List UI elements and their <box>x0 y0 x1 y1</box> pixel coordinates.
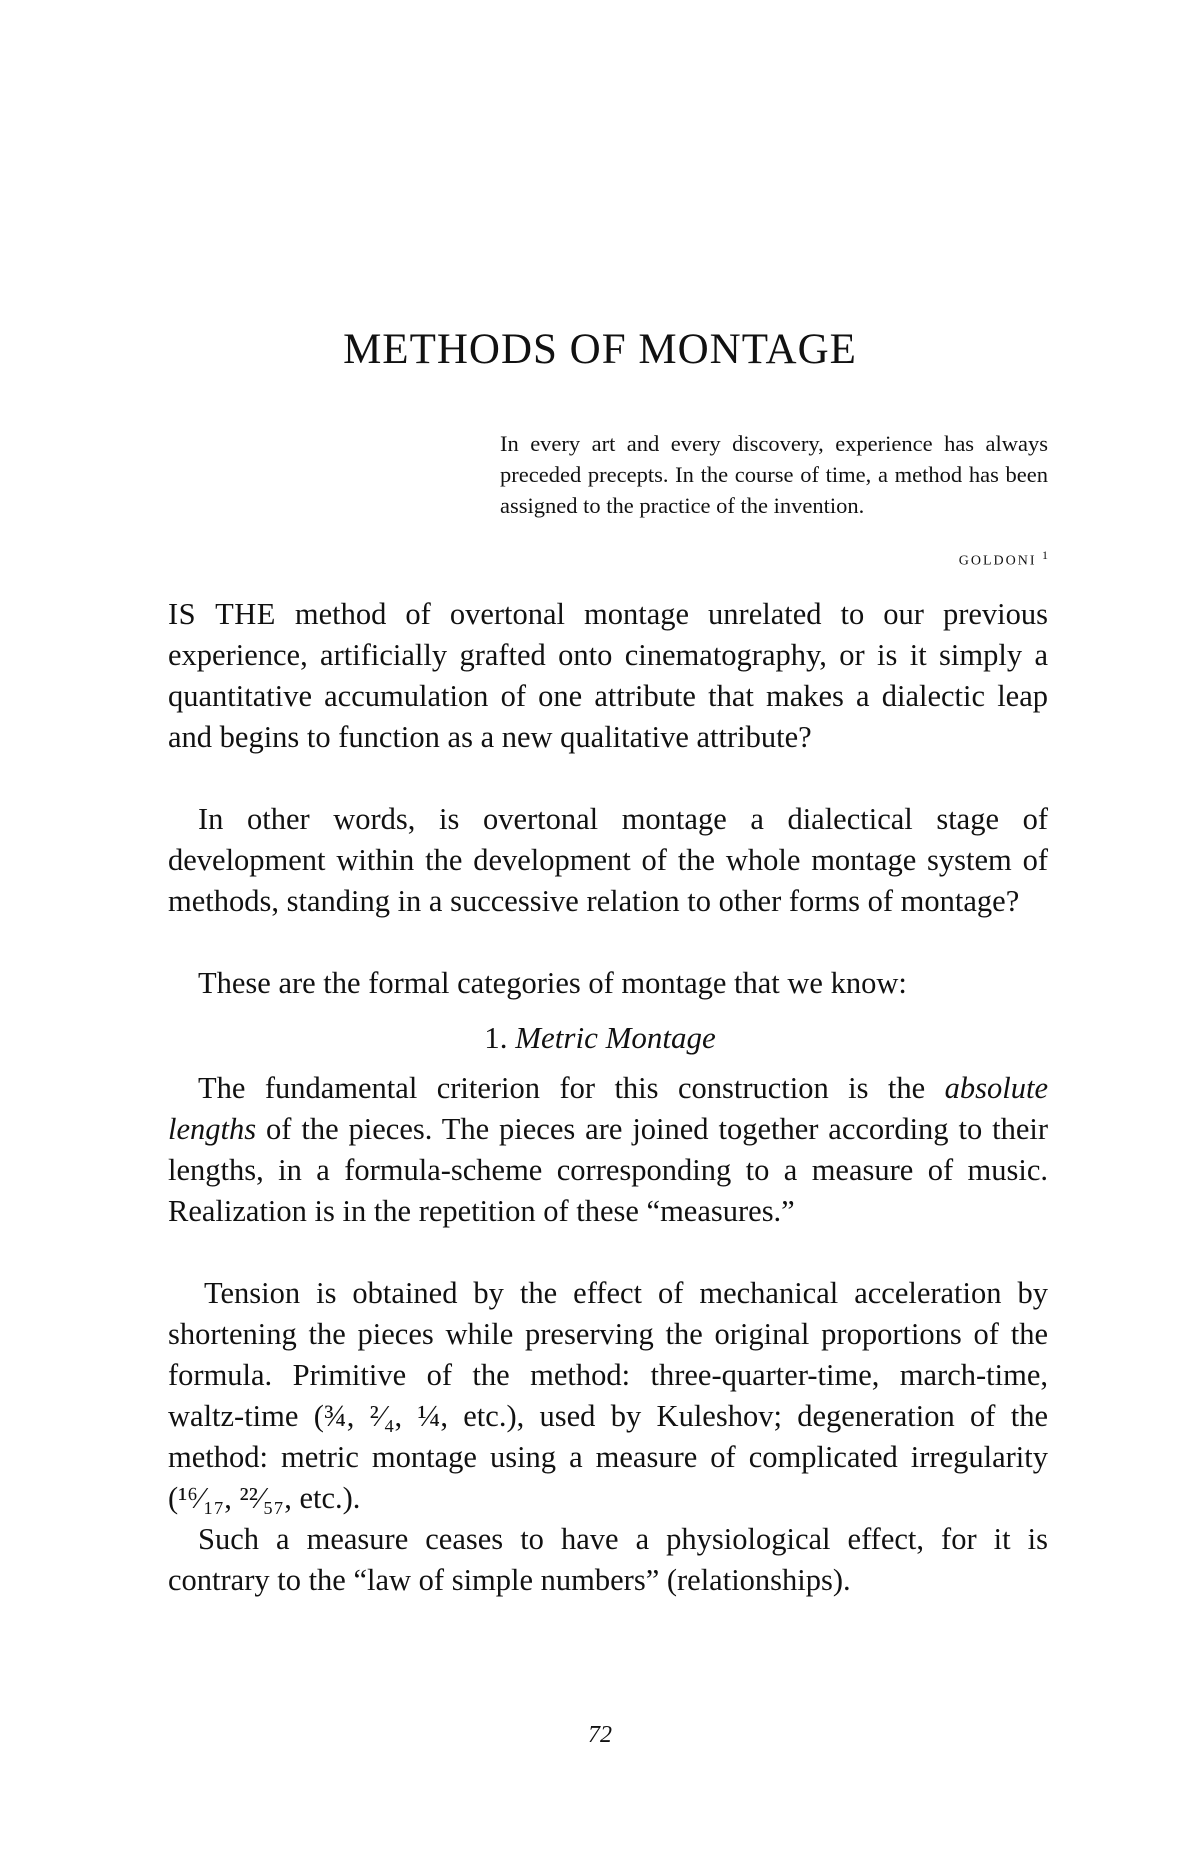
epigraph-author <box>870 548 1048 570</box>
chapter-title: METHODS OF MONTAGE <box>343 326 857 373</box>
section-number: 1. <box>484 1020 508 1055</box>
section-heading <box>0 1020 1200 1056</box>
paragraph-1 <box>168 594 1048 758</box>
paragraph-3: These are the formal categories of montage that we know: <box>198 966 907 1000</box>
paragraph-1-text: method of overtonal montage unrelated to our previous experience, artificially grafted onto cinematography, or is it simply a quantitative accumulation of one attribute that makes a dialectic leap and begins to function as a new qualitative attribute? <box>168 597 1048 754</box>
paragraph-4-text-a: The fundamental criterion for this construction is the <box>198 1071 945 1105</box>
paragraph-4-emphasis: absolute lengths <box>168 1071 1048 1146</box>
epigraph-quote: In every art and every discovery, experience has always preceded precepts. In the course of time, a method has been assigned to the practice of the invention. <box>500 431 1048 518</box>
paragraph-2: In other words, is overtonal montage a dialectical stage of development within the development of the whole montage system of methods, standing in a successive relation to other forms of montage? <box>168 802 1048 918</box>
paragraph-4-text-b: of the pieces. The pieces are joined together according to their lengths, in a formula-scheme corresponding to a measure of music. Realization is in the repetition of these “measures.” <box>168 1112 1048 1228</box>
paragraph-5: Tension is obtained by the effect of mechanical acceleration by shortening the pieces while preserving the original proportions of the formula. Primitive of the method: three-quarter-time, march-time, waltz-time (¾, ²⁄₄, ¼, etc.), used by Kuleshov; degeneration of the method: metric montage using a measure of complicated irregularity (¹⁶⁄₁₇, ²²⁄₅₇, etc.). <box>168 1276 1048 1515</box>
paragraph-4 <box>168 1068 1048 1232</box>
paragraph-6: Such a measure ceases to have a physiological effect, for it is contrary to the “law of simple numbers” (relationships). <box>168 1522 1048 1597</box>
paragraph-lead-caps: IS THE <box>168 597 276 631</box>
footnote-mark: 1 <box>1042 548 1048 562</box>
section-title: Metric Montage <box>515 1020 716 1055</box>
page-number: 72 <box>588 1722 612 1748</box>
epigraph-author-name: GOLDONI <box>958 553 1037 569</box>
